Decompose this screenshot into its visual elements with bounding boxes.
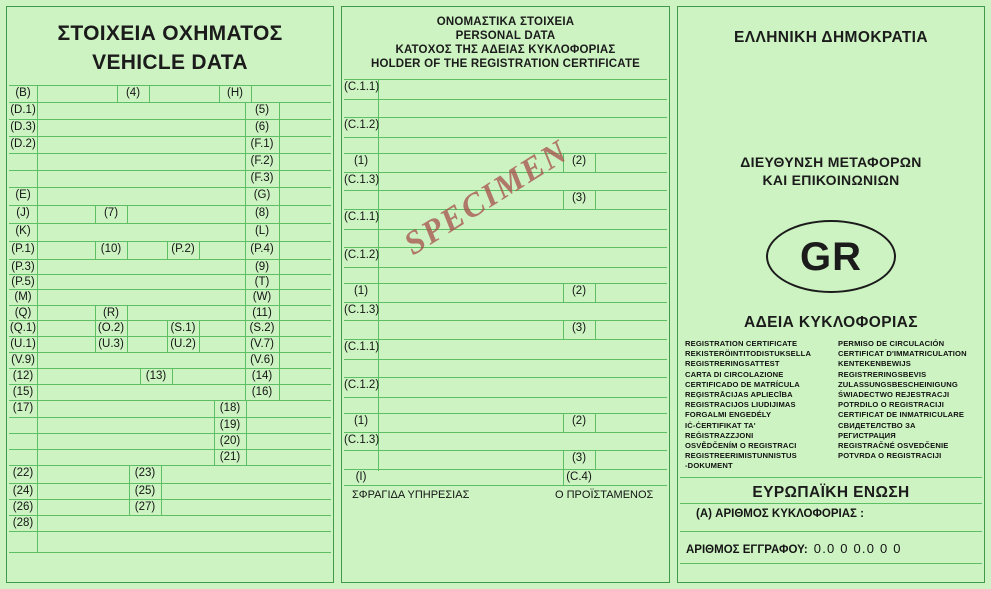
grid-hline bbox=[344, 320, 667, 321]
grid-hline bbox=[9, 187, 331, 188]
field-code-24: (24) bbox=[12, 485, 34, 497]
country-code-oval bbox=[766, 220, 896, 293]
grid-hline bbox=[9, 153, 331, 154]
grid-vline bbox=[37, 85, 38, 552]
language-entry-left-11: REGISTREERIMISTUNNISTUS bbox=[685, 451, 797, 461]
field-code-C-1-2-2: (C.1.2) bbox=[344, 379, 380, 391]
grid-vline bbox=[199, 241, 200, 259]
language-entry-right-6: POTRDILO O REGISTRACIJI bbox=[838, 400, 944, 410]
grid-vline bbox=[279, 241, 280, 259]
language-list-left bbox=[685, 339, 837, 472]
grid-hline bbox=[9, 352, 331, 353]
grid-vline bbox=[127, 205, 128, 223]
specimen-watermark: SPECIMEN bbox=[398, 133, 576, 263]
field-code-O-2: (O.2) bbox=[97, 322, 125, 334]
grid-hline bbox=[344, 117, 667, 118]
grid-vline bbox=[595, 450, 596, 469]
grid-vline bbox=[129, 465, 130, 515]
field-code-D-1: (D.1) bbox=[10, 104, 36, 116]
language-entry-left-3: CARTA DI CIRCOLAZIONE bbox=[685, 369, 784, 379]
field-code-C-1-1-0: (C.1.1) bbox=[344, 81, 380, 93]
certificate-title: ΑΔΕΙΑ ΚΥΚΛΟΦΟΡΙΑΣ bbox=[744, 314, 918, 331]
grid-hline bbox=[344, 413, 667, 414]
grid-hline bbox=[344, 377, 667, 378]
grid-hline bbox=[9, 384, 331, 385]
grid-vline bbox=[149, 85, 150, 102]
language-entry-left-12: -DOKUMENT bbox=[685, 461, 733, 471]
language-entry-left-1: REKISTERÖINTITODISTUKSELLA bbox=[685, 349, 812, 359]
grid-vline bbox=[245, 259, 246, 305]
field-code-2-1: (2) bbox=[571, 285, 587, 297]
language-entry-left-4: CERTIFICADO DE MATRÍCULA bbox=[685, 379, 800, 389]
document-number-value: 0.0 0 0.0 0 0 bbox=[813, 541, 902, 556]
field-code-W: (W) bbox=[252, 291, 272, 303]
language-entry-right-10: REGISTRAČNÉ OSVEDČENIE bbox=[838, 441, 949, 451]
grid-vline bbox=[127, 320, 128, 352]
field-code-V-6: (V.6) bbox=[250, 354, 274, 366]
grid-hline bbox=[9, 241, 331, 242]
field-code-14: (14) bbox=[251, 370, 273, 382]
language-entry-left-5: REĢISTRĀCIJAS APLIECĪBA bbox=[685, 390, 793, 400]
field-code-23: (23) bbox=[134, 467, 156, 479]
grid-hline bbox=[344, 432, 667, 433]
field-code-C-1-2-1: (C.1.2) bbox=[344, 249, 380, 261]
field-code-C-1-1-2: (C.1.1) bbox=[344, 341, 380, 353]
field-code-L: (L) bbox=[254, 225, 270, 237]
grid-vline bbox=[279, 320, 280, 368]
field-code-20: (20) bbox=[219, 435, 241, 447]
grid-hline bbox=[9, 417, 331, 418]
field-code-K: (K) bbox=[15, 225, 31, 237]
field-code-C-1-2-0: (C.1.2) bbox=[344, 119, 380, 131]
field-code-S-2: (S.2) bbox=[249, 322, 275, 334]
field-code-21: (21) bbox=[219, 451, 241, 463]
grid-vline bbox=[167, 320, 168, 352]
grid-vline bbox=[279, 205, 280, 223]
language-entry-left-0: REGISTRATION CERTIFICATE bbox=[685, 339, 798, 348]
grid-vline bbox=[199, 320, 200, 352]
field-code-D-2: (D.2) bbox=[10, 138, 36, 150]
field-code-16: (16) bbox=[251, 386, 273, 398]
grid-hline bbox=[344, 172, 667, 173]
grid-vline bbox=[563, 413, 564, 432]
grid-vline bbox=[127, 241, 128, 259]
grid-vline bbox=[563, 469, 564, 485]
language-entry-left-2: REGISTRERINGSATTEST bbox=[685, 359, 780, 369]
vehicle-data-heading-greek: ΣΤΟΙΧΕΙΑ ΟΧΗΜΑΤΟΣ bbox=[57, 22, 283, 45]
field-code-5: (5) bbox=[254, 104, 270, 116]
grid-hline bbox=[9, 336, 331, 337]
language-entry-left-9: REĠISTRAZZJONI bbox=[685, 430, 754, 440]
grid-hline bbox=[344, 469, 667, 470]
vehicle-data-heading-english: VEHICLE DATA bbox=[92, 51, 248, 74]
field-code-15: (15) bbox=[12, 386, 34, 398]
grid-vline bbox=[595, 153, 596, 172]
grid-hline bbox=[9, 102, 331, 103]
grid-hline bbox=[9, 259, 331, 260]
field-code-U-3: (U.3) bbox=[98, 338, 124, 350]
field-code-3-0: (3) bbox=[571, 192, 587, 204]
language-entry-right-3: REGISTRERINGSBEVIS bbox=[838, 369, 927, 379]
grid-hline bbox=[344, 190, 667, 191]
grid-vline bbox=[214, 400, 215, 465]
personal-data-heading-greek: ΟΝΟΜΑΣΤΙΚΑ ΣΤΟΙΧΕΙΑ bbox=[436, 16, 575, 28]
language-list-right bbox=[838, 339, 988, 461]
field-code-H: (H) bbox=[227, 87, 243, 99]
grid-hline bbox=[9, 449, 331, 450]
personal-data-heading-english: PERSONAL DATA bbox=[455, 30, 556, 42]
language-entry-right-2: KENTEKENBEWIJS bbox=[838, 359, 911, 369]
grid-hline bbox=[680, 563, 982, 564]
grid-vline bbox=[595, 190, 596, 209]
grid-hline bbox=[344, 137, 667, 138]
language-entry-left-8: IĊ-ĊERTIFIKAT TA' bbox=[685, 420, 756, 430]
personal-data-panel bbox=[341, 6, 670, 583]
field-code-B: (B) bbox=[15, 87, 31, 99]
grid-hline bbox=[9, 305, 331, 306]
field-code-T: (T) bbox=[254, 276, 270, 288]
grid-hline bbox=[344, 99, 667, 100]
field-code-D-3: (D.3) bbox=[10, 121, 36, 133]
grid-hline bbox=[344, 302, 667, 303]
grid-vline bbox=[595, 320, 596, 339]
field-code-18: (18) bbox=[219, 402, 241, 414]
field-code-I: (I) bbox=[355, 471, 367, 483]
language-entry-right-0: PERMISO DE CIRCULACIÓN bbox=[838, 339, 945, 348]
grid-hline bbox=[9, 205, 331, 206]
field-code-F-1: (F.1) bbox=[250, 138, 274, 150]
grid-hline bbox=[344, 397, 667, 398]
grid-hline bbox=[9, 223, 331, 224]
field-code-U-1: (U.1) bbox=[10, 338, 36, 350]
department-line-1: ΔΙΕΥΘΥΝΣΗ ΜΕΤΑΦΟΡΩΝ bbox=[740, 154, 922, 170]
field-code-U-2: (U.2) bbox=[170, 338, 196, 350]
grid-hline bbox=[9, 400, 331, 401]
field-code-Q-1: (Q.1) bbox=[9, 322, 37, 334]
state-name: ΕΛΛΗΝΙΚΗ ΔΗΜΟΚΡΑΤΙΑ bbox=[734, 29, 928, 46]
grid-vline bbox=[279, 305, 280, 320]
field-code-P-4: (P.4) bbox=[250, 243, 274, 255]
grid-vline bbox=[279, 223, 280, 241]
field-code-C-1-1-1: (C.1.1) bbox=[344, 211, 380, 223]
grid-hline bbox=[344, 359, 667, 360]
grid-hline bbox=[344, 153, 667, 154]
holder-heading-english: HOLDER OF THE REGISTRATION CERTIFICATE bbox=[370, 58, 641, 70]
field-code-G: (G) bbox=[253, 189, 271, 201]
field-code-V-9: (V.9) bbox=[11, 354, 35, 366]
country-code-text: GR bbox=[800, 234, 862, 279]
grid-vline bbox=[246, 400, 247, 465]
grid-hline bbox=[9, 552, 331, 553]
grid-vline bbox=[563, 320, 564, 339]
field-code-28: (28) bbox=[12, 517, 34, 529]
grid-vline bbox=[595, 283, 596, 302]
field-code-M: (M) bbox=[14, 291, 32, 303]
field-code-26: (26) bbox=[12, 501, 34, 513]
field-code-P-3: (P.3) bbox=[11, 261, 35, 273]
language-entry-left-6: REGISTRACIJOS LIUDIJIMAS bbox=[685, 400, 796, 410]
grid-hline bbox=[344, 267, 667, 268]
vehicle-data-panel bbox=[6, 6, 334, 583]
grid-hline bbox=[9, 136, 331, 137]
grid-hline bbox=[344, 339, 667, 340]
grid-hline bbox=[9, 499, 331, 500]
grid-hline bbox=[9, 170, 331, 171]
grid-vline bbox=[279, 259, 280, 305]
grid-vline bbox=[95, 320, 96, 352]
field-code-J: (J) bbox=[16, 207, 30, 219]
grid-vline bbox=[172, 368, 173, 384]
language-entry-right-11: POTVRDA O REGISTRACIJI bbox=[838, 451, 942, 461]
field-code-25: (25) bbox=[134, 485, 156, 497]
field-code-P-1: (P.1) bbox=[11, 243, 35, 255]
field-code-1-1: (1) bbox=[353, 285, 369, 297]
grid-hline bbox=[9, 368, 331, 369]
field-code-2-2: (2) bbox=[571, 415, 587, 427]
authority-panel bbox=[677, 6, 985, 583]
field-code-7: (7) bbox=[103, 207, 119, 219]
grid-hline bbox=[9, 483, 331, 484]
field-code-10: (10) bbox=[100, 243, 122, 255]
grid-hline bbox=[9, 531, 331, 532]
service-stamp-label: ΣΦΡΑΓΙΔΑ ΥΠΗΡΕΣΙΑΣ bbox=[352, 489, 470, 501]
field-code-1-0: (1) bbox=[353, 155, 369, 167]
grid-hline bbox=[344, 209, 667, 210]
language-entry-right-7: CERTIFICAT DE INMATRICULARE bbox=[838, 410, 965, 420]
document-number-row bbox=[686, 541, 902, 556]
grid-hline bbox=[9, 320, 331, 321]
grid-hline bbox=[344, 485, 667, 486]
field-code-P-5: (P.5) bbox=[11, 276, 35, 288]
field-code-17: (17) bbox=[12, 402, 34, 414]
grid-vline bbox=[563, 153, 564, 172]
field-code-P-2: (P.2) bbox=[171, 243, 195, 255]
field-code-F-3: (F.3) bbox=[250, 172, 274, 184]
grid-vline bbox=[251, 85, 252, 102]
grid-vline bbox=[245, 102, 246, 205]
field-code-8: (8) bbox=[254, 207, 270, 219]
signatory-label: Ο ΠΡΟΪΣΤΑΜΕΝΟΣ bbox=[555, 489, 654, 501]
field-code-2-0: (2) bbox=[571, 155, 587, 167]
field-code-C-1-3-1: (C.1.3) bbox=[344, 304, 380, 316]
field-code-C-1-3-2: (C.1.3) bbox=[344, 434, 380, 446]
grid-hline bbox=[9, 465, 331, 466]
field-code-F-2: (F.2) bbox=[250, 155, 274, 167]
field-code-12: (12) bbox=[12, 370, 34, 382]
grid-vline bbox=[279, 368, 280, 400]
grid-vline bbox=[595, 413, 596, 432]
field-code-4: (4) bbox=[125, 87, 141, 99]
field-code-6: (6) bbox=[254, 121, 270, 133]
grid-hline bbox=[344, 283, 667, 284]
field-code-Q: (Q) bbox=[14, 307, 32, 319]
european-union-title: ΕΥΡΩΠΑΪΚΗ ΕΝΩΣΗ bbox=[752, 484, 910, 501]
grid-hline bbox=[680, 477, 982, 478]
document-number-label: ΑΡΙΘΜΟΣ ΕΓΓΡΑΦΟΥ: bbox=[686, 544, 808, 556]
grid-vline bbox=[161, 465, 162, 515]
grid-hline bbox=[344, 229, 667, 230]
grid-hline bbox=[680, 503, 982, 504]
field-code-13: (13) bbox=[145, 370, 167, 382]
field-code-22: (22) bbox=[12, 467, 34, 479]
field-code-11: (11) bbox=[252, 307, 272, 319]
language-entry-right-1: CERTIFICAT D'IMMATRICULATION bbox=[838, 349, 967, 359]
grid-vline bbox=[563, 190, 564, 209]
grid-hline bbox=[9, 274, 331, 275]
field-code-3-1: (3) bbox=[571, 322, 587, 334]
field-code-1-2: (1) bbox=[353, 415, 369, 427]
field-code-3-2: (3) bbox=[571, 452, 587, 464]
department-line-2: ΚΑΙ ΕΠΙΚΟΙΝΩΝΙΩΝ bbox=[762, 172, 900, 188]
grid-hline bbox=[9, 515, 331, 516]
field-code-V-7: (V.7) bbox=[250, 338, 274, 350]
grid-vline bbox=[279, 102, 280, 205]
registration-number-label: (A) ΑΡΙΘΜΟΣ ΚΥΚΛΟΦΟΡΙΑΣ : bbox=[696, 508, 864, 520]
grid-hline bbox=[680, 531, 982, 532]
field-code-S-1: (S.1) bbox=[170, 322, 196, 334]
field-code-R: (R) bbox=[103, 307, 119, 319]
language-entry-right-4: ZULASSUNGSBESCHEINIGUNG bbox=[838, 379, 958, 389]
field-code-27: (27) bbox=[134, 501, 156, 513]
language-entry-left-7: FORGALMI ENGEDÉLY bbox=[685, 410, 772, 420]
grid-hline bbox=[344, 247, 667, 248]
language-entry-right-5: ŚWIADECTWO REJESTRACJI bbox=[838, 390, 950, 400]
field-code-C-4: (C.4) bbox=[566, 471, 592, 483]
field-code-9: (9) bbox=[254, 261, 270, 273]
grid-vline bbox=[127, 305, 128, 320]
language-entry-left-10: OSVĚDČENÍM O REGISTRACI bbox=[685, 441, 797, 451]
grid-vline bbox=[563, 283, 564, 302]
grid-hline bbox=[9, 433, 331, 434]
field-code-19: (19) bbox=[219, 419, 241, 431]
grid-hline bbox=[9, 85, 331, 86]
grid-hline bbox=[9, 119, 331, 120]
field-code-C-1-3-0: (C.1.3) bbox=[344, 174, 380, 186]
holder-heading-greek: ΚΑΤΟΧΟΣ ΤΗΣ ΑΔΕΙΑΣ ΚΥΚΛΟΦΟΡΙΑΣ bbox=[395, 44, 616, 56]
grid-vline bbox=[563, 450, 564, 469]
language-entry-right-8: СВИДЕТЕЛСТВО ЗА bbox=[838, 420, 916, 430]
grid-hline bbox=[344, 79, 667, 80]
grid-hline bbox=[9, 289, 331, 290]
field-code-E: (E) bbox=[15, 189, 31, 201]
language-entry-right-9: РЕГИСТРАЦИЯ bbox=[838, 430, 896, 440]
grid-hline bbox=[344, 450, 667, 451]
